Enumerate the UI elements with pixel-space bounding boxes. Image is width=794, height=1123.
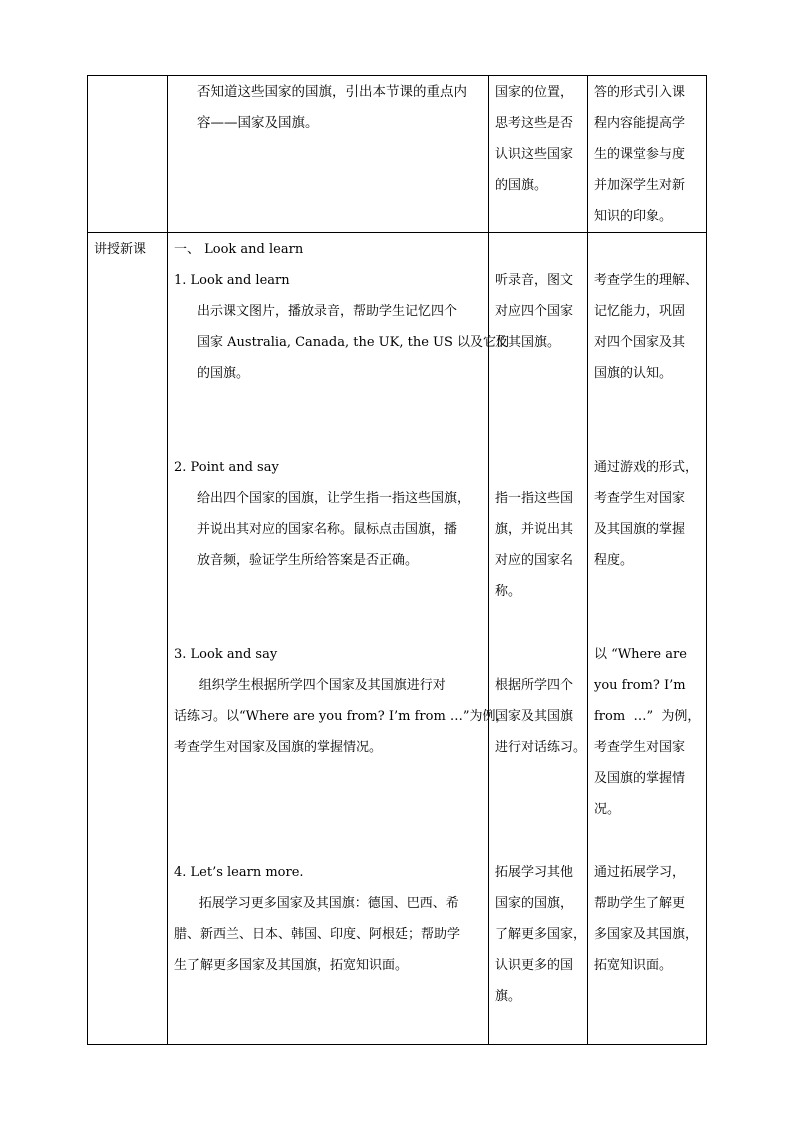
section-4-purpose-line-4: 拓宽知识面。 xyxy=(594,958,673,973)
section-1-student-line-2: 对应四个国家 xyxy=(495,304,574,319)
section-1-title: 1. Look and learn xyxy=(174,273,290,288)
section-1-student-line-3: 及其国旗。 xyxy=(495,335,561,350)
row1-activity-line-1: 否知道这些国家的国旗，引出本节课的重点内 xyxy=(197,84,467,100)
section-3-purpose-line-3: from …” 为例， xyxy=(594,709,701,724)
section-1-body-line-1: 出示课文图片，播放录音，帮助学生记忆四个 xyxy=(197,304,458,319)
table-column-divider-3 xyxy=(587,75,588,1045)
section-2-student-line-4: 称。 xyxy=(495,584,522,599)
section-4-title: 4. Let’s learn more. xyxy=(174,865,304,880)
row1-student-line-1: 国家的位置， xyxy=(495,85,574,100)
section-3-purpose-line-1: 以 “Where are xyxy=(594,647,687,662)
table-row-divider xyxy=(87,232,707,233)
section-4-student-line-5: 旗。 xyxy=(495,989,522,1004)
section-1-body-line-3: 的国旗。 xyxy=(197,366,250,381)
section-3-student-line-2: 国家及其国旗 xyxy=(495,709,574,724)
section-1-purpose-line-4: 国旗的认知。 xyxy=(594,366,673,381)
table-border-top xyxy=(87,75,707,76)
section-3-body-line-3: 考查学生对国家及国旗的掌握情况。 xyxy=(174,740,383,755)
section-3-purpose-line-2: you from? I’m xyxy=(594,678,686,693)
row1-student-line-3: 认识这些国家 xyxy=(495,147,574,162)
row1-purpose-line-4: 并加深学生对新 xyxy=(594,178,686,193)
row1-student-line-4: 的国旗。 xyxy=(495,178,548,193)
section-3-purpose-line-4: 考查学生对国家 xyxy=(594,740,686,755)
section-2-title: 2. Point and say xyxy=(174,460,279,475)
section-3-purpose-line-6: 况。 xyxy=(594,802,621,817)
section-3-body-line-1: 组织学生根据所学四个国家及其国旗进行对 xyxy=(174,678,446,693)
stage-label: 讲授新课 xyxy=(94,242,147,257)
section-4-purpose-line-1: 通过拓展学习， xyxy=(594,865,686,880)
section-2-purpose-line-1: 通过游戏的形式， xyxy=(594,460,699,475)
section-2-purpose-line-3: 及其国旗的掌握 xyxy=(594,522,686,537)
row1-activity-line-2: 容——国家及国旗。 xyxy=(197,115,319,131)
section-4-student-line-3: 了解更多国家， xyxy=(495,927,587,942)
section-4-student-line-4: 认识更多的国 xyxy=(495,958,574,973)
section-1-purpose-line-2: 记忆能力，巩固 xyxy=(594,304,686,319)
section-4-student-line-1: 拓展学习其他 xyxy=(495,865,574,880)
section-4-purpose-line-3: 多国家及其国旗， xyxy=(594,927,699,942)
section-3-student-line-3: 进行对话练习。 xyxy=(495,740,587,755)
row1-purpose-line-3: 生的课堂参与度 xyxy=(594,147,686,162)
section-3-purpose-line-5: 及国旗的掌握情 xyxy=(594,771,686,786)
section-1-body-line-2: 国家 Australia, Canada, the UK, the US 以及它们 xyxy=(197,335,510,350)
section-3-body-line-2: 话练习。以“Where are you from? I’m from …”为例， xyxy=(174,709,509,724)
table-border-bottom xyxy=(87,1044,707,1045)
section-1-purpose-line-3: 对四个国家及其 xyxy=(594,335,686,350)
section-2-body-line-2: 并说出其对应的国家名称。鼠标点击国旗，播 xyxy=(197,522,458,537)
section-2-purpose-line-4: 程度。 xyxy=(594,553,634,568)
row1-purpose-line-1: 答的形式引入课 xyxy=(594,85,686,100)
row1-student-line-2: 思考这些是否 xyxy=(495,116,574,131)
section-4-body-line-3: 生了解更多国家及其国旗，拓宽知识面。 xyxy=(174,958,409,973)
section-4-body-line-1: 拓展学习更多国家及其国旗：德国、巴西、希 xyxy=(174,896,459,911)
table-border-right xyxy=(706,75,707,1045)
section-1-purpose-line-1: 考查学生的理解、 xyxy=(594,273,699,288)
section-heading: 一、 Look and learn xyxy=(174,242,304,257)
section-2-body-line-1: 给出四个国家的国旗，让学生指一指这些国旗， xyxy=(197,491,471,506)
section-4-purpose-line-2: 帮助学生了解更 xyxy=(594,896,686,911)
row1-purpose-line-5: 知识的印象。 xyxy=(594,209,673,224)
section-3-title: 3. Look and say xyxy=(174,647,278,662)
section-2-student-line-2: 旗，并说出其 xyxy=(495,522,574,537)
section-4-body-line-2: 腊、新西兰、日本、韩国、印度、阿根廷；帮助学 xyxy=(174,927,461,942)
table-border-left xyxy=(87,75,88,1045)
section-2-body-line-3: 放音频，验证学生所给答案是否正确。 xyxy=(197,553,419,568)
section-2-student-line-1: 指一指这些国 xyxy=(495,491,574,506)
table-column-divider-1 xyxy=(167,75,168,1045)
row1-purpose-line-2: 程内容能提高学 xyxy=(594,116,686,131)
section-4-student-line-2: 国家的国旗， xyxy=(495,896,574,911)
section-1-student-line-1: 听录音，图文 xyxy=(495,273,574,288)
section-3-student-line-1: 根据所学四个 xyxy=(495,678,574,693)
section-2-student-line-3: 对应的国家名 xyxy=(495,553,574,568)
section-2-purpose-line-2: 考查学生对国家 xyxy=(594,491,686,506)
table-column-divider-2 xyxy=(488,75,489,1045)
